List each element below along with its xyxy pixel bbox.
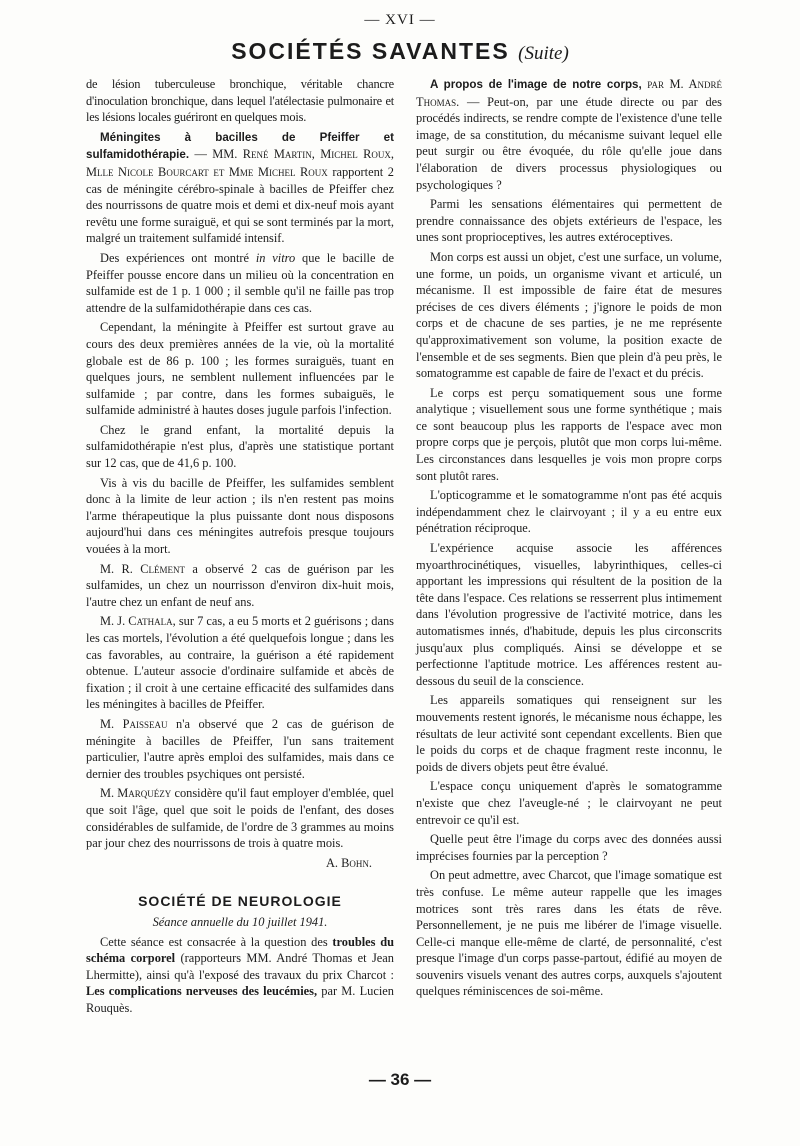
page-number: — 36 — [368, 1070, 432, 1089]
session-date: Séance annuelle du 10 juillet 1941. [152, 914, 328, 929]
left-column [86, 76, 394, 1019]
paragraph-clement: M. R. Clément a observé 2 cas de guérison par les sulfamides, un chez un nourrisson d'environ dix-huit mois, l'autre chez un enfant de neuf ans. [86, 561, 394, 609]
paragraph: Parmi les sensations élémentaires qui permettent de prendre connaissance des objets extérieurs de l'espace, les unes sont proprioceptives, les autres extéroceptives. [416, 197, 722, 245]
paragraph: Les appareils somatiques qui renseignent sur les mouvements restent ignorés, le mécanisme nous échappe, les résultats de leur activité sont cependant excellents. Bien que le poids du corps et de chaque fragment reste inconnu, le poids de divers objets peut être évalué. [416, 693, 722, 774]
paragraph: L'espace conçu uniquement d'après le somatogramme n'existe que chez l'aveugle-né ; le clairvoyant ne peut entrevoir ce qu'il est. [416, 779, 722, 827]
paragraph-session: Cette séance est consacrée à la question des troubles du schéma corporel (rapporteurs MM. André Thomas et Jean Lhermitte), ainsi qu'à l'exposé des travaux du prix Charcot : Les complications nerveuses des leucémies, par M. Lucien Rouquès. [86, 934, 394, 1015]
roman-page-number: — XVI — [364, 12, 436, 28]
signature: A. Bohn. [325, 855, 372, 870]
paragraph: Chez le grand enfant, la mortalité depuis la sulfamidothérapie n'est plus, d'après une statistique portant sur 12 cas, que de 41,6 p. 100. [86, 422, 394, 471]
article-image-corps [416, 76, 722, 193]
author-name: M. R. Clément [100, 561, 185, 576]
paragraph: Quelle peut être l'image du corps avec des données aussi imprécises fournies par la perception ? [416, 832, 722, 863]
article-title: Méningites à bacilles de Pfeiffer et sulfamidothérapie. [86, 130, 394, 162]
paragraph-cathala: M. J. Cathala, sur 7 cas, a eu 5 morts et 2 guérisons ; dans les cas mortels, l'évolution a été quelquefois longue ; dans les cas favorables, au contraire, la guérison a été rapidement obtenue. L'auteur associe d'ordinaire sulfamide et abcès de fixation ; il croit à une certaine efficacité des sulfamides dans les méningites à bacilles de Pfeiffer. [86, 614, 394, 712]
article-title: A propos de l'image de notre corps, [430, 78, 642, 91]
paragraph: Des expériences ont montré in vitro que le bacille de Pfeiffer pousse encore dans un milieu où la concentration en sulfamide est de 1 p. 1 000 ; il semble qu'il ne faille pas trop attendre de la sulfamidothérapie dans ces cas. [86, 250, 394, 315]
paragraph: Mon corps est aussi un objet, c'est une surface, un volume, une forme, un poids, un organisme vivant et articulé, un mécanisme. Il est impossible de faire état de mesures précises de ces divers éléments ; j'ignore le poids de mon corps et de chacune de ses parties, je ne me représente qu'approximativement son volume, la position exacte de l'ensemble et de ses segments. Bien que plein d'à peu près, le somatogramme est capable de faire de l'exact et du précis. [416, 249, 722, 381]
paragraph-marquezy: M. Marquézy considère qu'il faut employer d'emblée, quel que soit l'âge, quel que soit le poids de l'enfant, des doses considérables de sulfamide, de l'ordre de 3 grammes au moins par jour chez des nourrissons de trois à quatre mois. [86, 786, 394, 851]
paragraph: Le corps est perçu somatiquement sous une forme analytique ; visuellement sous une forme synthétique ; mais ce sont beaucoup plus les rapports de l'espace avec mon propre corps que je perçois, plutôt que mon corps lui-même. Les circonstances dans lesquelles je vois mon propre corps sont plutôt rares. [416, 385, 722, 483]
paragraph: L'opticogramme et le somatogramme n'ont pas été acquis indépendamment chez le clairvoyant ; il y a eu entre eux pénétration réciproque. [416, 488, 722, 536]
article-authors: — MM. René Martin, Michel Roux, Mlle Nicole Bourcart et Mme Michel Roux [86, 147, 394, 179]
section-heading: SOCIÉTÉ DE NEUROLOGIE [138, 893, 342, 910]
right-column [416, 76, 722, 1003]
bold-topic: Les complications nerveuses des leucémies, [86, 984, 318, 999]
paragraph: On peut admettre, avec Charcot, que l'image somatique est très confuse. Le même auteur rappelle que les images motrices sont très rares dans les états de rêve. Personnellement, je ne puis me libérer de l'image visuelle. Celle-ci manque elle-même de clarté, de personnalité, c'est presque l'image d'un corps passe-partout, édifié au moyen de souvenirs visuels venant des autres corps, auxquels s'ajoutent quelques réminiscences de soi-même. [416, 868, 722, 999]
paragraph-continuation: de lésion tuberculeuse bronchique, véritable chancre d'inoculation bronchique, dans lequel l'atélectasie pulmonaire et les lésions locales guériront en quelques mois. [86, 77, 394, 125]
paragraph: L'expérience acquise associe les afférences myoarthrocinétiques, visuelles, labyrinthiques, celles-ci apportant les impressions qui résultent de la position de la tête dans l'espace. Ces relations se resserrent plus intimement dans l'évolution progressive de l'activité motrice, dans les automatismes innés, d'habitude, depuis les plus circonscrits jusqu'aux plus compliqués. Ainsi se développe et se perfectionne l'aptitude motrice. Les afférences restent au-dessous du seuil de la conscience. [416, 541, 722, 688]
paragraph: Cependant, la méningite à Pfeiffer est surtout grave au cours des deux premières années de la vie, où la mortalité globale est de 86 p. 100 ; les formes suraiguës, tuant en quelques jours, ne semblent nullement influencées par le sulfamide ; par contre, dans les formes subaiguës, le sulfamide administré à hautes doses jugule parfois l'infection. [86, 320, 394, 418]
article-text: rapportent 2 cas de méningite cérébro-spinale à bacilles de Pfeiffer chez des nourrissons de quatre mois et demi et dix-neuf mois ayant revêtu une forme suraiguë, et qui se sont terminés par la mort, malgré un traitement sulfamidé intensif. [86, 164, 394, 246]
author-name: M. J. Cathala, [100, 614, 176, 629]
header-suite: (Suite) [518, 43, 569, 64]
bold-topic: troubles du schéma corporel [86, 934, 394, 966]
running-header [0, 38, 800, 65]
paragraph: Vis à vis du bacille de Pfeiffer, les sulfamides semblent donc à la limite de leur action ; ils n'en restent pas moins l'arme thérapeutique la plus puissante dont nous disposons aujourd'hui dans ces méningites autrefois presque toujours vouées à la mort. [86, 475, 394, 557]
author-name: M. Paisseau [100, 716, 168, 731]
paragraph-paisseau: M. Paisseau n'a observé que 2 cas de guérison de méningite à bacilles de Pfeiffer, l'un sans traitement particulier, l'autre après emploi des sulfamides, mais dans ce dernier des troubles psychiques ont persisté. [86, 716, 394, 781]
latin-term: in vitro [255, 250, 296, 265]
author-name: M. Marquézy [100, 786, 172, 801]
article-authors: par M. André Thomas. [416, 77, 722, 109]
article-pfeiffer [86, 129, 394, 247]
header-title: SOCIÉTÉS SAVANTES [231, 38, 510, 64]
article-text: — Peut-on, par une étude directe ou par des procédés indirects, se rendre compte de l'existence d'une telle image, de sa constitution, du mécanisme suivant lequel elle peut surgir ou être évoquée, du rôle qu'elle joue dans l'élaboration de divers processus physiologiques ou psychologiques ? [416, 94, 722, 192]
